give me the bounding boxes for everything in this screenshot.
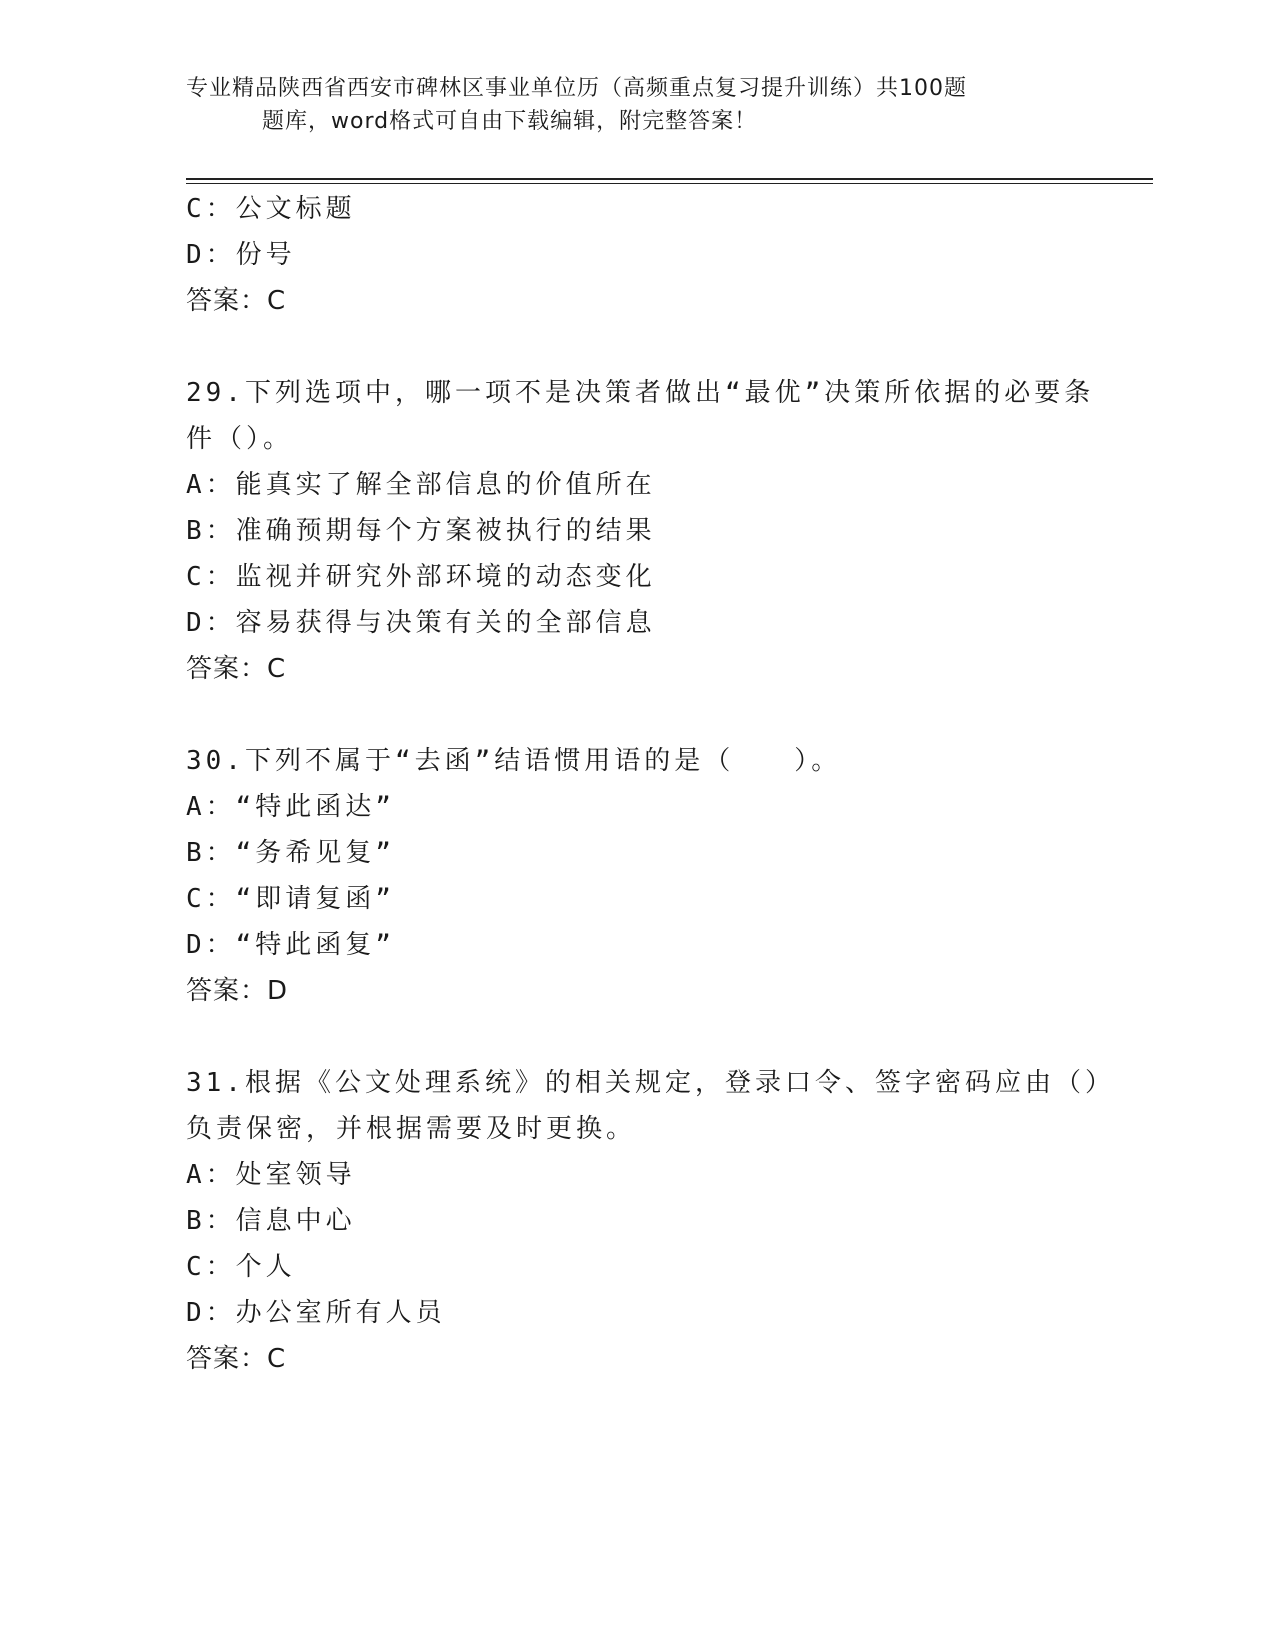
spacer bbox=[186, 324, 1086, 370]
question-stem: 30.下列不属于“去函”结语惯用语的是（ ）。 bbox=[186, 746, 842, 776]
option-d: D：办公室所有人员 bbox=[186, 1298, 446, 1328]
question-stem-continued: 负责保密，并根据需要及时更换。 bbox=[186, 1114, 637, 1144]
question-block-31 bbox=[186, 1060, 1115, 1382]
spacer bbox=[186, 692, 1086, 738]
document-header bbox=[186, 72, 1046, 138]
answer-line: 答案：C bbox=[186, 654, 287, 684]
option-a: A：“特此函达” bbox=[186, 792, 395, 822]
answer-line: 答案：C bbox=[186, 286, 287, 316]
option-b: B：“务希见复” bbox=[186, 838, 395, 868]
option-c: C：“即请复函” bbox=[186, 884, 395, 914]
header-title-line1: 专业精品陕西省西安市碑林区事业单位历（高频重点复习提升训练）共100题 bbox=[186, 76, 967, 101]
option-a: A：处室领导 bbox=[186, 1160, 356, 1190]
question-list bbox=[186, 186, 1115, 1382]
question-stem: 29.下列选项中，哪一项不是决策者做出“最优”决策所依据的必要条 bbox=[186, 378, 1095, 408]
option-a: A：能真实了解全部信息的价值所在 bbox=[186, 470, 656, 500]
spacer bbox=[186, 1014, 1086, 1060]
answer-line: 答案：C bbox=[186, 1344, 287, 1374]
question-block-previous bbox=[186, 186, 1086, 324]
option-c: C：监视并研究外部环境的动态变化 bbox=[186, 562, 656, 592]
option-d: D：“特此函复” bbox=[186, 930, 395, 960]
option-d: D：份号 bbox=[186, 240, 296, 270]
option-b: B：信息中心 bbox=[186, 1206, 356, 1236]
header-divider-thick bbox=[186, 178, 1153, 180]
option-c: C：公文标题 bbox=[186, 194, 356, 224]
header-title-line2: 题库，word格式可自由下载编辑，附完整答案！ bbox=[262, 109, 758, 134]
option-c: C：个人 bbox=[186, 1252, 296, 1282]
header-divider-thin bbox=[186, 183, 1153, 184]
option-b: B：准确预期每个方案被执行的结果 bbox=[186, 516, 656, 546]
answer-line: 答案：D bbox=[186, 976, 289, 1006]
option-d: D：容易获得与决策有关的全部信息 bbox=[186, 608, 656, 638]
question-block-30 bbox=[186, 738, 1086, 1014]
question-block-29 bbox=[186, 370, 1095, 692]
question-stem-continued: 件（）。 bbox=[186, 424, 294, 454]
question-stem: 31.根据《公文处理系统》的相关规定，登录口令、签字密码应由（） bbox=[186, 1068, 1115, 1098]
